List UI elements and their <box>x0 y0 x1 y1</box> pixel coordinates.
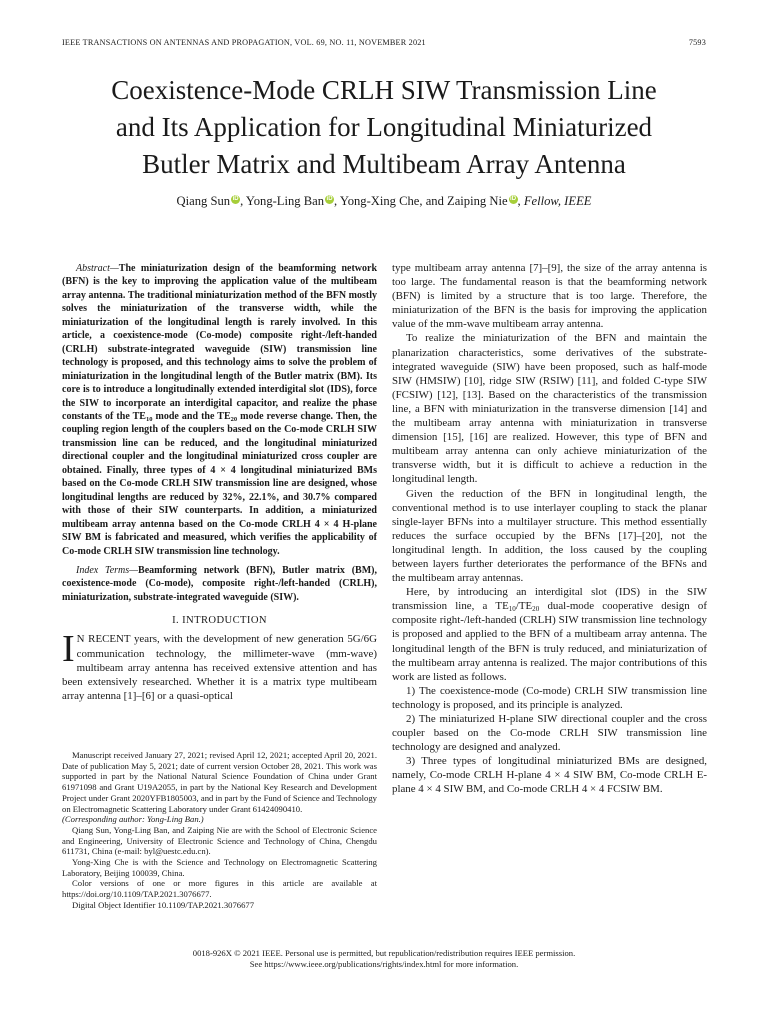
copyright-line-1: 0018-926X © 2021 IEEE. Personal use is permitted, but republication/redistribution requires IEEE permission. <box>192 948 576 958</box>
contribution-item: 2) The miniaturized H-plane SIW directional coupler and the cross coupler based on the Co-mode CRLH SIW transmission line technology are designed and analyzed. <box>392 713 707 754</box>
body-paragraph: type multibeam array antenna [7]–[9], the size of the array antenna is too large. The fundamental reason is that the beamforming network (BFN) is limited by a structure that is too large. Therefore, the miniaturization of the BFN is the basis for improving the application value of the mm-wave multibeam array antenna. <box>392 262 707 331</box>
orcid-icon[interactable]: iD <box>510 196 517 202</box>
abstract <box>62 262 377 558</box>
corresponding-author: (Corresponding author: Yong-Ling Ban.) <box>62 814 204 825</box>
right-column <box>392 261 707 797</box>
paper-title <box>40 72 728 183</box>
author-separator: , <box>517 194 524 208</box>
footnotes <box>62 750 377 911</box>
footnote-affiliation-2: Yong-Xing Che is with the Science and Technology on Electromagnetic Scattering Laboratory, Beijing 100039, China. <box>62 857 377 878</box>
abstract-text: The miniaturization design of the beamforming network (BFN) is the key to improving the application value of the multibeam array antenna. The traditional miniaturization method of the BFN mostly solves the miniaturization of the transverse width, while the miniaturization of the longitudinal length is rarely involved. In this article, a coexistence-mode (Co-mode) composite right-/left-handed (CRLH) substrate-integrated waveguide (SIW) transmission line technology is proposed, and this technology aims to solve the problem of miniaturization in the longitudinal length of the Butler matrix (BM). Its core is to introduce a longitudinally extended interdigital slot (IDS), force the SIW to incorporate an interdigital capacitor, and realize the phase constants of the $TE_{10}$ mode and the $TE_{20}$ mode reverse change. Then, the coupling region length of the couplers based on the Co-mode CRLH SIW transmission line can be reduced, and the longitudinal miniaturized directional coupler and the longitudinal miniaturized cross coupler are obtained. Finally, three types of 4 × 4 longitudinal miniaturized BMs based on the Co-mode CRLH SIW transmission line are designed, whose longitudinal lengths are reduced by 32%, 22.1%, and 30.7% compared with those of their SIW counterparts. In addition, a miniaturized multibeam array antenna based on the Co-mode CRLH 4 × 4 H-plane SIW BM is fabricated and measured, which verifies the applicability of Co-mode CRLH SIW transmission line technology. <box>62 263 377 557</box>
intro-paragraph <box>62 628 377 702</box>
title-line-2: and Its Application for Longitudinal Miniaturized <box>115 112 653 142</box>
copyright-notice <box>40 948 728 970</box>
abstract-lead: Abstract— <box>76 263 119 274</box>
author-list <box>40 194 728 209</box>
index-terms <box>62 564 377 604</box>
footnote-manuscript: Manuscript received January 27, 2021; revised April 12, 2021; accepted April 20, 2021. Date of publication May 5, 2021; date of current version October 28, 2021. This work was supported in part by the National Natural Science Foundation of China under Grant 61971098 and Grant U19A2055, in part by the National Key Research and Development Project under Grant 2020YFB1805003, and in part by the Fund of Science and Technology on Electromagnetic Scattering Laboratory under Grant 61424090410. <box>62 750 377 814</box>
index-terms-lead: Index Terms— <box>76 564 139 576</box>
left-column <box>62 262 377 703</box>
copyright-line-2: See https://www.ieee.org/publications/rights/index.html for more information. <box>249 959 519 969</box>
contribution-item: 3) Three types of longitudinal miniaturized BMs are designed, namely, Co-mode CRLH H-plane 4 × 4 SIW BM, Co-mode CRLH E-plane 4 × 4 SIW BM, and Co-mode CRLH 4 × 4 FCSIW BM. <box>392 755 707 796</box>
author-name: , Yong-Xing Che, and Zaiping Nie <box>334 194 508 208</box>
running-header <box>62 38 706 50</box>
footnote-color: Color versions of one or more figures in this article are available at https://doi.org/10.1109/TAP.2021.3076677. <box>62 878 377 900</box>
footnote-doi: Digital Object Identifier 10.1109/TAP.2021.3076677 <box>72 899 255 910</box>
title-line-3: Butler Matrix and Multibeam Array Antenna <box>142 149 626 179</box>
body-paragraph: To realize the miniaturization of the BFN and maintain the planarization characteristics, some derivatives of the substrate-integrated waveguide (SIW) have been proposed, such as half-mode SIW (HMSIW) [10], ridge SIW (RSIW) [11], and folded C-type SIW (FCSIW) [12], [13]. Based on the characteristics of the transmission line, a BFN with miniaturization in the transverse dimension [14] and the multibeam array antenna with miniaturization in transverse dimension [15], [16] are realized. However, this type of BFN and multibeam array antenna can only achieve miniaturization of the transverse width, but it is difficult to achieve a reduction in the longitudinal length. <box>392 332 707 486</box>
page-number: 7593 <box>688 38 706 47</box>
drop-cap: I <box>62 628 75 671</box>
orcid-icon[interactable]: iD <box>232 196 239 202</box>
author-grade: Fellow, IEEE <box>523 194 592 208</box>
body-paragraph: Here, by introducing an interdigital slot (IDS) in the SIW transmission line, a $TE_{10}/TE_{20}$ dual-mode cooperative design of composite right-/left-handed (CRLH) SIW transmission line technology is proposed and applied to the BFN of a multibeam array antenna. The longitudinal length of the BFN is truly reduced, and miniaturization of the multibeam array antenna is realized. The major contributions of this work are listed as follows. <box>392 586 707 683</box>
orcid-icon[interactable]: iD <box>326 196 333 202</box>
body-paragraph: Given the reduction of the BFN in longitudinal length, the conventional method is to use interlayer coupling to stack the planar single-layer BFNs into a multilayer structure. This method essentially reduces the surface occupied by the BFNs [17]–[20], not the longitudinal length. In addition, the loss caused by the coupling between layers further deteriorates the performance of the BFNs and the multibeam array antennas. <box>392 487 707 585</box>
contribution-item: 1) The coexistence-mode (Co-mode) CRLH SIW transmission line technology is proposed, and its principle is analyzed. <box>392 684 707 711</box>
index-terms-text: Beamforming network (BFN), Butler matrix (BM), coexistence-mode (Co-mode), composite right-/left-handed (CRLH), miniaturization, substrate-integrated waveguide (SIW). <box>62 564 377 603</box>
section-heading: I. INTRODUCTION <box>172 615 267 627</box>
journal-header: IEEE TRANSACTIONS ON ANTENNAS AND PROPAGATION, VOL. 69, NO. 11, NOVEMBER 2021 <box>62 38 426 47</box>
author-name: , Yong-Ling Ban <box>240 194 325 208</box>
intro-text: N RECENT years, with the development of new generation 5G/6G communication technology, the millimeter-wave (mm-wave) multibeam array antenna has received extensive attention and has been extensively researched. Whether it is a matrix type multibeam array antenna [1]–[6] or a quasi-optical <box>62 633 377 702</box>
footnote-affiliation-1: Qiang Sun, Yong-Ling Ban, and Zaiping Nie are with the School of Electronic Science and Engineering, University of Electronic Science and Technology of China, Chengdu 611731, China (e-mail: byl@uestc.edu.cn). <box>62 824 377 857</box>
author-name: Qiang Sun <box>176 194 231 208</box>
title-line-1: Coexistence-Mode CRLH SIW Transmission Line <box>111 75 657 105</box>
